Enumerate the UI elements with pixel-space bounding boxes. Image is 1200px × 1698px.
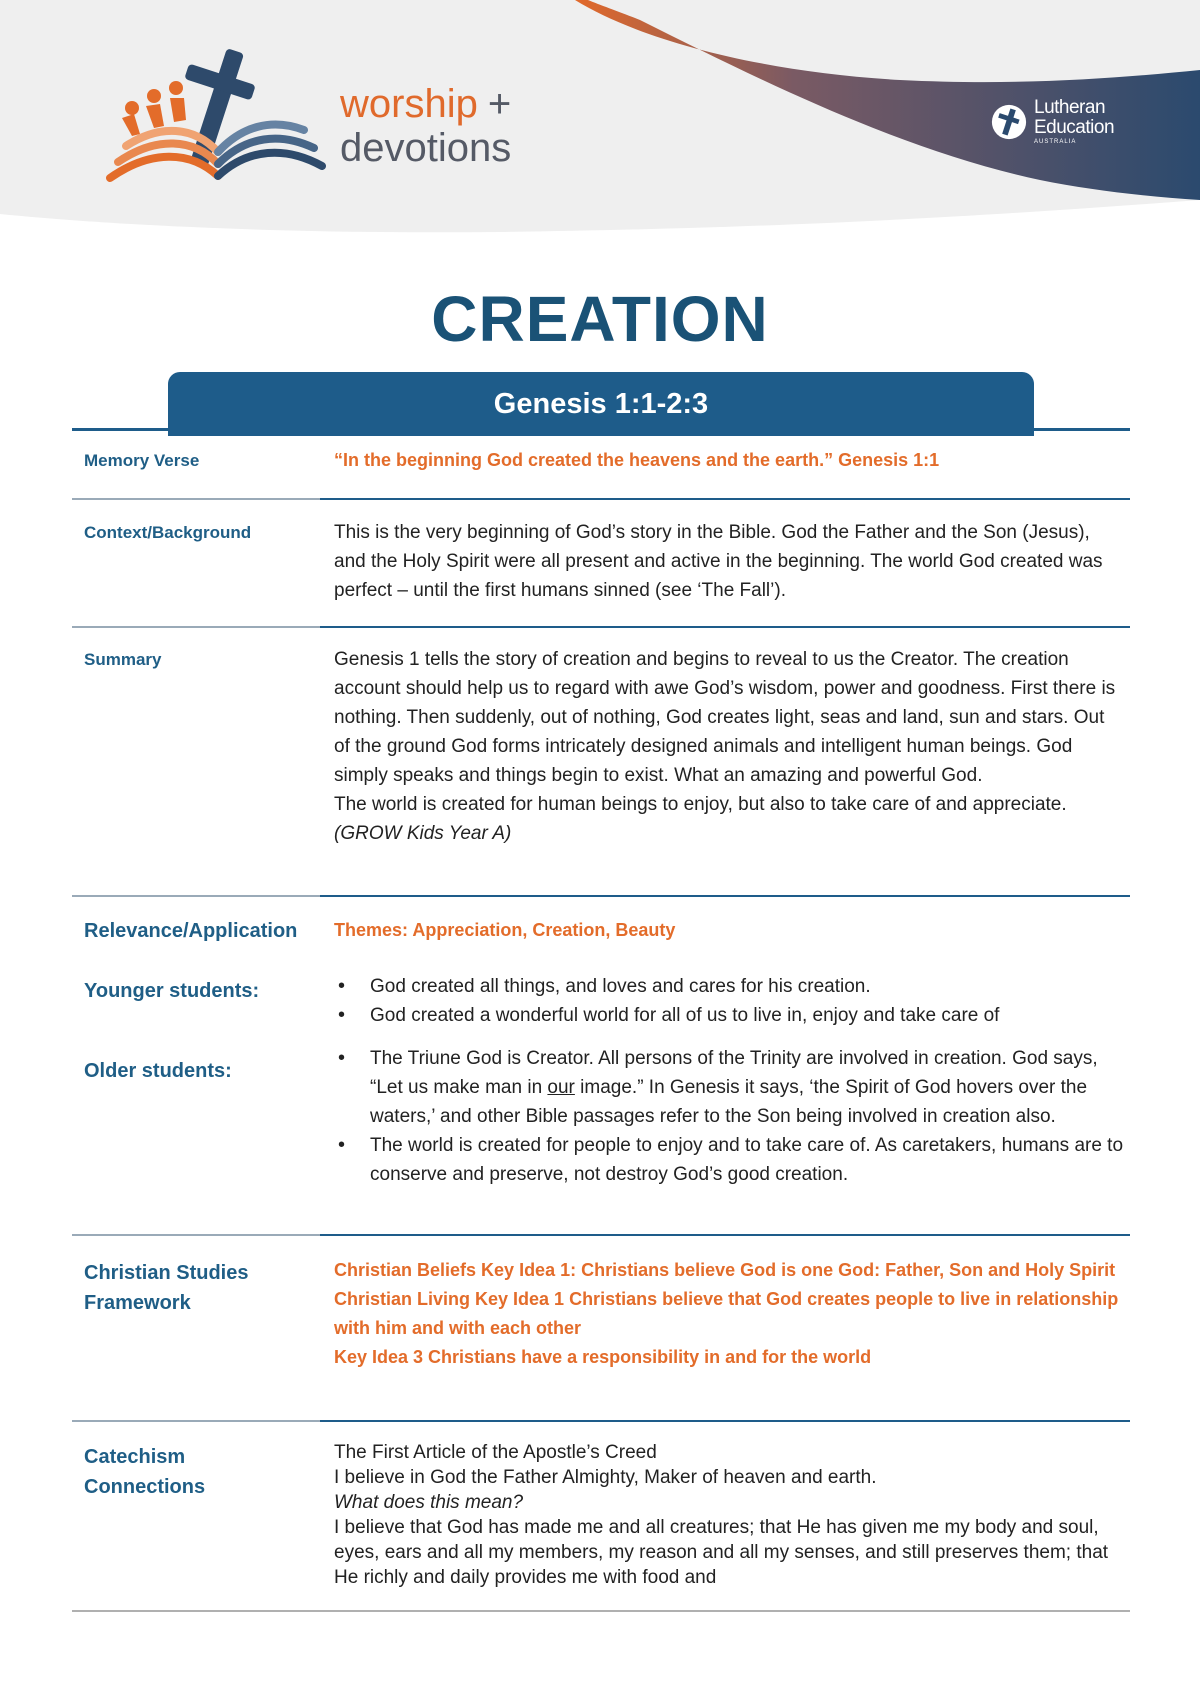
summary-p2: The world is created for human beings to enjoy, but also to take care of and appreciate.: [334, 794, 1067, 815]
summary-text: [334, 645, 1124, 848]
catechism-answer: I believe that God has made me and all creatures; that He has given me my body and soul, eyes, ears and all my members, my reason and all my senses, and still preserves them; that He richly and daily provides me with food and: [334, 1517, 1109, 1588]
catechism-line: I believe in God the Father Almighty, Maker of heaven and earth.: [334, 1467, 877, 1488]
younger-students-label: Younger students:: [84, 980, 260, 1002]
section-divider-left: [72, 498, 320, 500]
list-item: [334, 1044, 1124, 1131]
summary-source: (GROW Kids Year A): [334, 823, 512, 844]
catechism-label: [84, 1442, 205, 1502]
framework-item: Christian Living Key Idea 1 Christians believe that God creates people to live in relationship with him and with each other: [334, 1289, 1119, 1338]
catechism-question: What does this mean?: [334, 1492, 524, 1513]
section-divider-left: [72, 895, 320, 897]
summary-paragraph-2: [334, 790, 1124, 848]
themes-text: Themes: Appreciation, Creation, Beauty: [334, 920, 676, 940]
older-item-1-underline: our: [547, 1077, 575, 1098]
summary-paragraph: Genesis 1 tells the story of creation and begins to reveal to us the Creator. The creation account should help us to regard with awe God’s wisdom, power and goodness. First there is nothing. Then suddenly, out of nothing, God creates light, seas and land, sun and stars. Out of the ground God forms intricately designed animals and intelligent human beings. God simply speaks and things begin to exist. What an amazing and powerful God.: [334, 649, 1116, 786]
section-divider: [320, 626, 1130, 628]
footer-divider: [72, 1610, 1130, 1612]
section-divider: [320, 498, 1130, 500]
catechism-label-line1: Catechism: [84, 1446, 186, 1468]
older-students-label: Older students:: [84, 1060, 232, 1082]
page-title: CREATION: [431, 283, 769, 355]
partner-line3: AUSTRALIA: [1034, 139, 1077, 145]
younger-students-list: [334, 972, 1124, 1030]
section-divider: [320, 1420, 1130, 1422]
catechism-text: [334, 1440, 1124, 1590]
section-divider-left: [72, 1420, 320, 1422]
older-students-list: [334, 1044, 1124, 1189]
framework-item: Key Idea 3 Christians have a responsibility in and for the world: [334, 1347, 872, 1367]
worship-devotions-logo: [90, 38, 350, 198]
framework-label-line2: Framework: [84, 1292, 191, 1314]
scripture-reference: Genesis 1:1-2:3: [493, 387, 709, 420]
catechism-label-line2: Connections: [84, 1476, 206, 1498]
relevance-label: Relevance/Application: [84, 920, 298, 942]
framework-label: [84, 1258, 248, 1318]
summary-label: Summary: [84, 650, 162, 669]
older-item-1a: The Triune God is Creator. All persons of the Trinity are involved in creation. God says, “Let us make man in: [370, 1048, 1098, 1098]
context-label: Context/Background: [84, 523, 252, 542]
older-item-1b: image.” In Genesis it says, ‘the Spirit of God hovers over the waters,’ and other Bible passages refer to the Son being involved in creation also.: [370, 1077, 1088, 1127]
list-item: • The world is created for people to enjoy and to take care of. As caretakers, humans are to conserve and preserve, not destroy God’s good creation.: [334, 1131, 1124, 1189]
list-item: • God created all things, and loves and cares for his creation.: [334, 972, 1124, 1001]
framework-label-line1: Christian Studies: [84, 1262, 249, 1284]
list-item: • God created a wonderful world for all of us to live in, enjoy and take care of: [334, 1001, 1124, 1030]
catechism-line: The First Article of the Apostle’s Creed: [334, 1442, 657, 1463]
section-divider-left: [72, 1234, 320, 1236]
banner-underline: [72, 428, 1130, 431]
lutheran-cross-icon: [990, 103, 1028, 141]
brand-line1: worship: [340, 82, 478, 126]
lutheran-education-logo: [990, 98, 1114, 146]
context-text: This is the very beginning of God’s story in the Bible. God the Father and the Son (Jesus), and the Holy Spirit were all present and active in the beginning. The world God created was perfect – until the first humans sinned (see ‘The Fall’).: [334, 522, 1103, 601]
brand-plus: +: [487, 82, 512, 126]
scripture-reference-banner: [168, 372, 1034, 436]
framework-items: [334, 1256, 1124, 1372]
partner-line1: Lutheran: [1034, 97, 1106, 118]
brand-line2: devotions: [340, 126, 512, 170]
section-divider-left: [72, 626, 320, 628]
framework-item: Christian Beliefs Key Idea 1: Christians believe God is one God: Father, Son and Holy Spirit: [334, 1260, 1116, 1280]
section-divider: [320, 895, 1130, 897]
memory-verse-text: “In the beginning God created the heavens and the earth.” Genesis 1:1: [334, 450, 940, 470]
partner-line2: Education: [1034, 117, 1115, 138]
brand-wordmark: [340, 82, 511, 170]
memory-verse-label: Memory Verse: [84, 451, 200, 470]
section-divider: [320, 1234, 1130, 1236]
